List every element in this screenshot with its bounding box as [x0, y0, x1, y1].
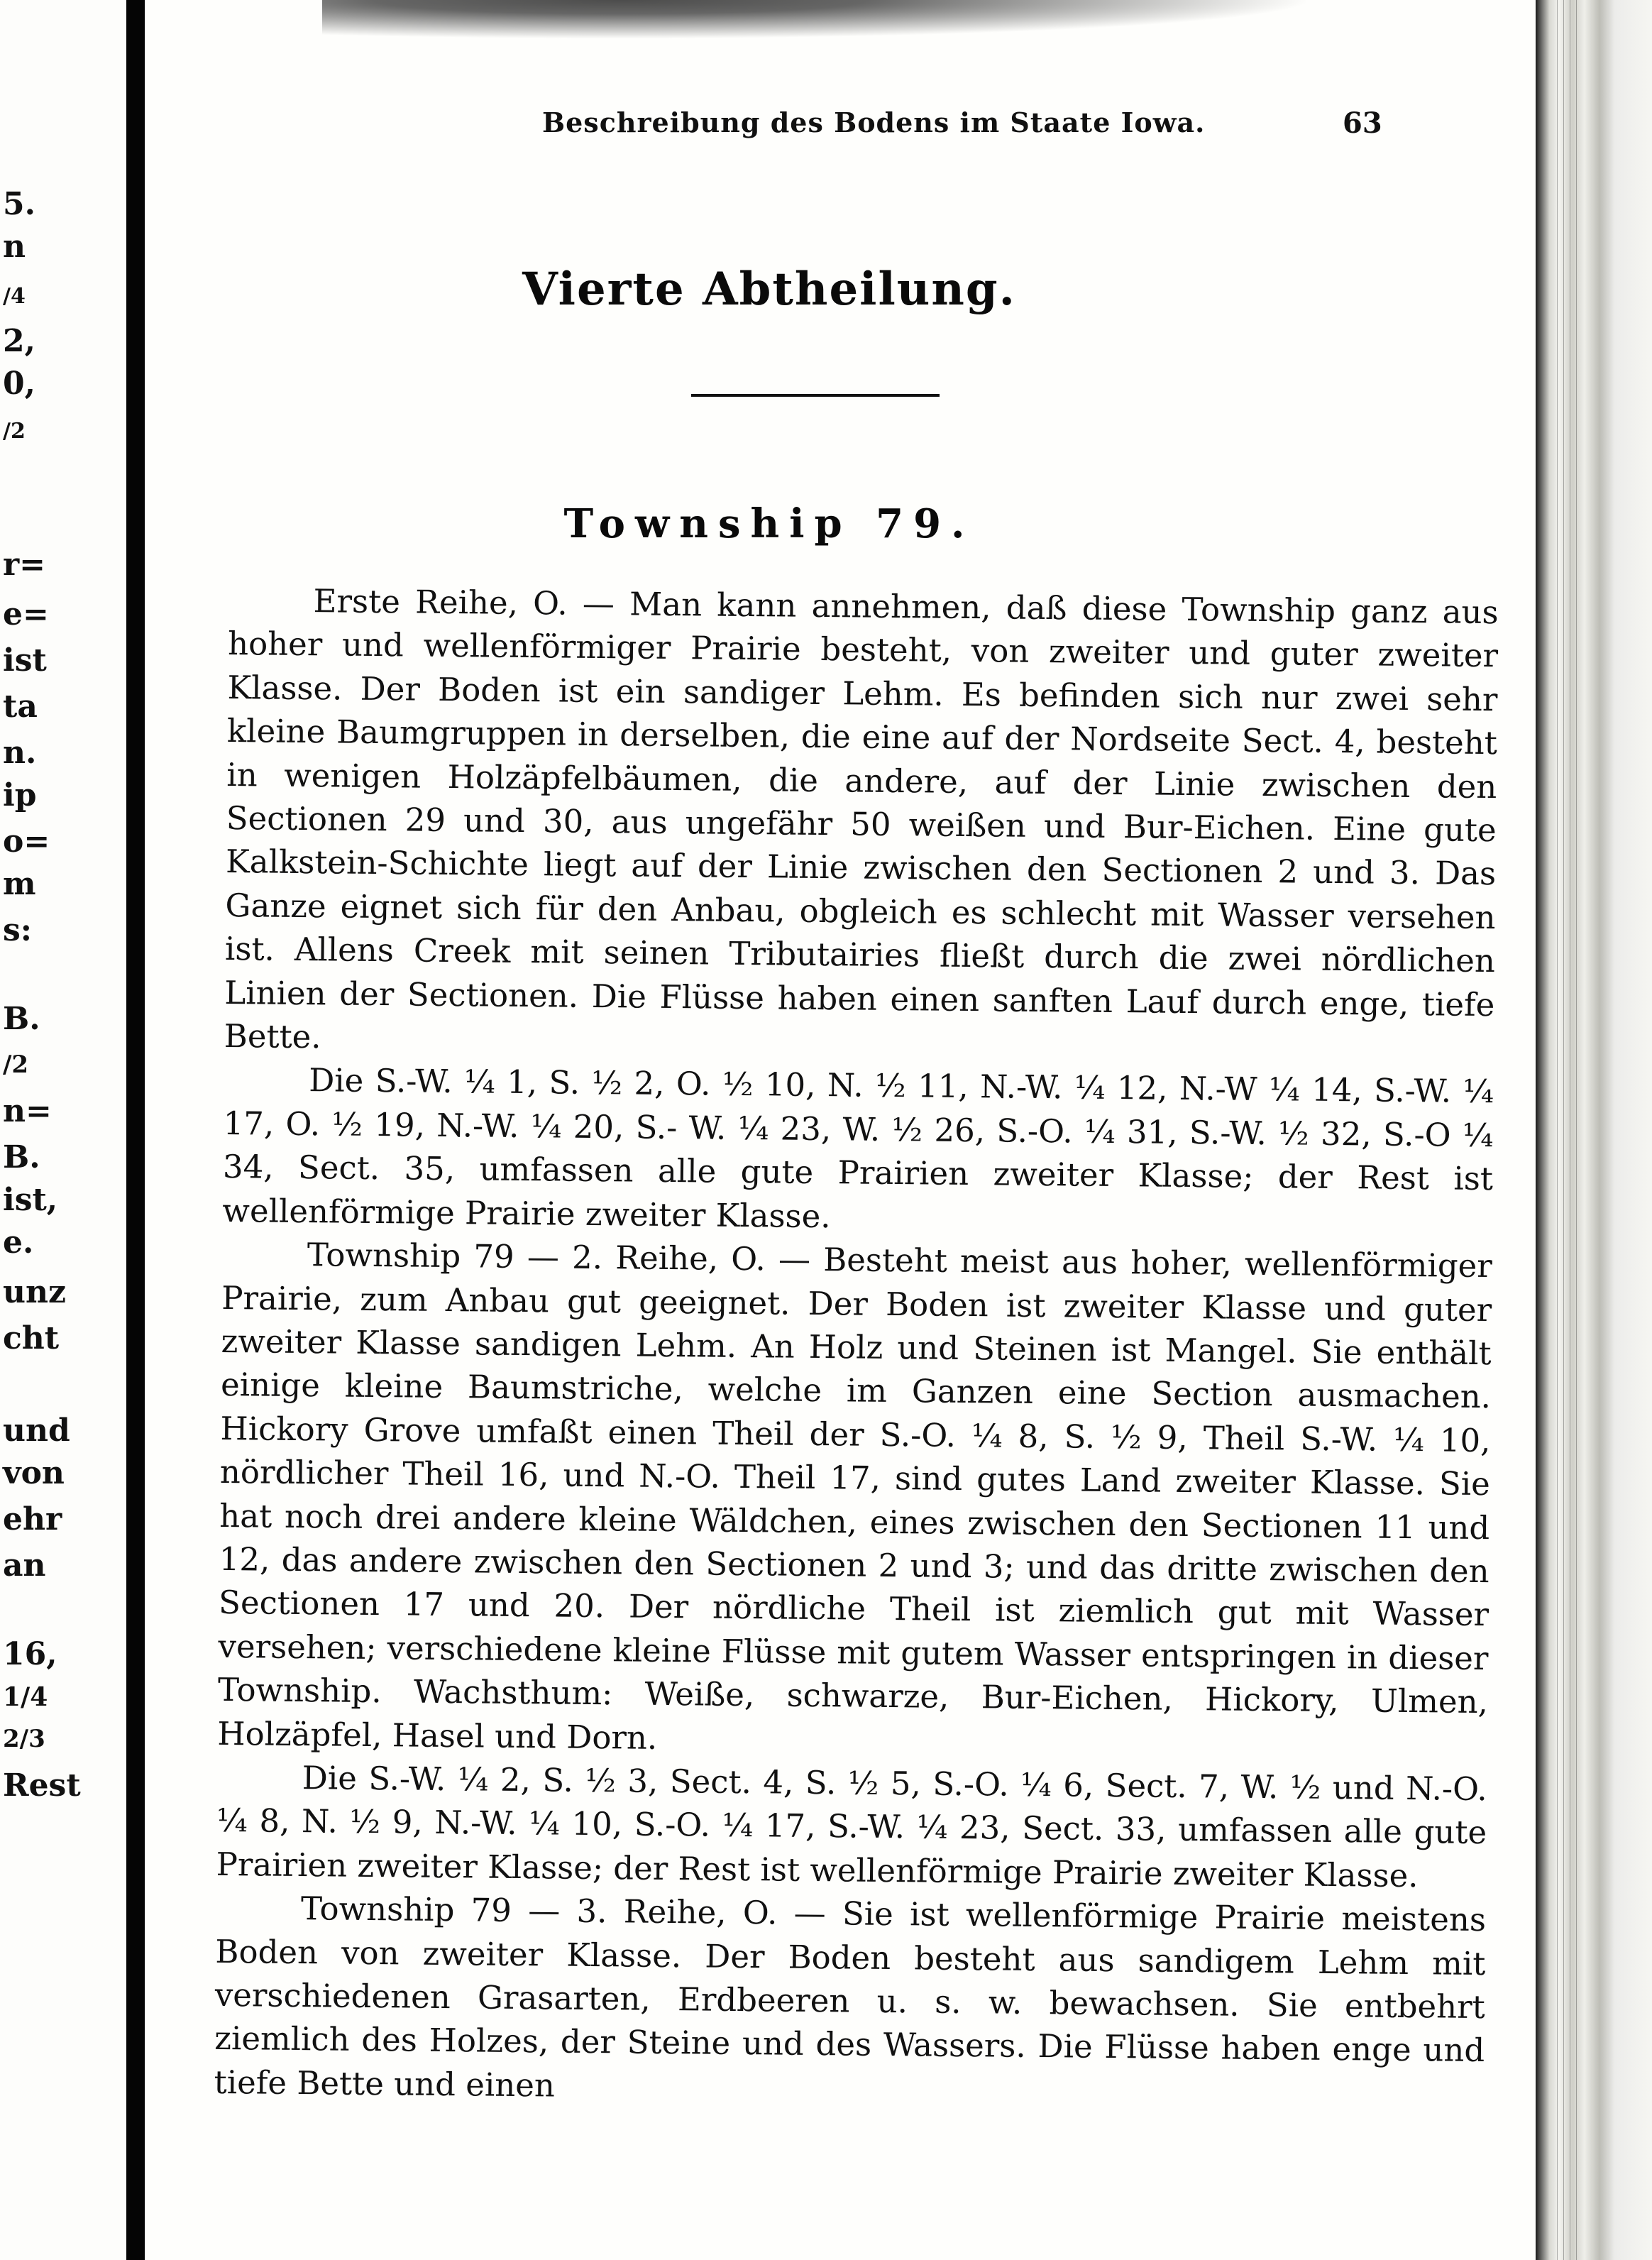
left-page-fragment: ehr: [3, 1501, 62, 1537]
left-page-fragment: ip: [3, 777, 37, 813]
left-page-fragment: n=: [3, 1093, 52, 1129]
left-page-fragment: an: [3, 1547, 46, 1584]
left-page-fragment: B.: [3, 1139, 40, 1175]
running-title: Beschreibung des Bodens im Staate Iowa.: [542, 106, 1206, 138]
paragraph: Township 79 — 3. Reihe, O. — Sie ist wellenförmige Prairie meistens Boden von zweiter Klasse. Der Boden besteht aus sandigem Lehm mit verschiedenen Grasarten, Erdbeeren u. s. w. bewachsen. Sie entbehrt ziemlich des Holzes, der Steine und des Wassers. Die Flüsse haben enge und tiefe Bette und einen: [214, 1889, 1487, 2105]
left-page-fragment: e=: [3, 596, 49, 632]
left-page-fragment: /4: [3, 284, 26, 309]
left-page-fragment: und: [3, 1412, 70, 1449]
left-page-fragment: /2: [3, 1051, 29, 1079]
left-page-fragment: m: [3, 866, 36, 902]
left-page-fragment: s:: [3, 912, 33, 948]
book-page: [145, 0, 1536, 2260]
left-page-fragment: ta: [3, 689, 38, 725]
page-number: 63: [1343, 106, 1382, 140]
left-page-fragment: unz: [3, 1274, 66, 1310]
left-page-fragment: ist,: [3, 1182, 58, 1218]
left-page-fragment: B.: [3, 1001, 40, 1037]
left-page-fragment: 2/3: [3, 1725, 45, 1753]
divider-rule: [691, 394, 940, 397]
township-heading: Township 79.: [563, 500, 975, 547]
left-page-fragment: 5.: [3, 186, 35, 222]
section-heading: Vierte Abtheilung.: [522, 263, 1016, 316]
left-page-fragment: 1/4: [3, 1682, 48, 1712]
left-page-fragment: n: [3, 229, 26, 265]
left-page-fragment: ist: [3, 642, 47, 679]
left-page-fragment: e.: [3, 1224, 34, 1261]
left-page-fragment: Rest: [3, 1767, 81, 1804]
page-stack-edge: [1536, 0, 1652, 2260]
paragraph: Township 79 — 2. Reihe, O. — Besteht meist aus hoher, wellenförmiger Prairie, zum Anbau gut geeignet. Der Boden ist zweiter Klasse und guter zweiter Klasse sandigen Lehm. An Holz und Steinen ist Mangel. Sie enthält einige kleine Baumstriche, welche im Ganzen eine Section ausmachen. Hickory Grove umfaßt einen Theil der S.-O. ¼ 8, S. ½ 9, Theil S.-W. ¼ 10, nördlicher Theil 16, und N.-O. Theil 17, sind gutes Land zweiter Klasse. Sie hat noch drei andere kleine Wäldchen, eines zwischen den Sectionen 11 und 12, das andere zwischen den Sectionen 2 und 3; und das dritte zwischen den Sectionen 17 und 20. Der nördliche Theil ist ziemlich gut mit Wasser versehen; verschiedene kleine Flüsse mit gutem Wasser entspringen in dieser Township. Wachsthum: Weiße, schwarze, Bur-Eichen, Hickory, Ulmen, Holzäpfel, Hasel und Dorn.: [217, 1236, 1493, 1757]
left-page-fragment: 16,: [3, 1636, 57, 1672]
left-page-fragment: /2: [3, 419, 26, 444]
paragraph: Die S.-W. ¼ 2, S. ½ 3, Sect. 4, S. ½ 5, S.-O. ¼ 6, Sect. 7, W. ½ und N.-O. ¼ 8, N. ½ 9, N.-W. ¼ 10, S.-O. ¼ 17, S.-W. ¼ 23, Sect. 33, umfassen alle gute Prairien zweiter Klasse; der Rest ist wellenförmige Prairie zweiter Klasse.: [216, 1759, 1487, 1894]
left-page-fragment: o=: [3, 823, 50, 860]
paragraph: Erste Reihe, O. — Man kann annehmen, daß diese Township ganz aus hoher und wellenförmiger Prairie besteht, von zweiter und guter zweiter Klasse. Der Boden ist ein sandiger Lehm. Es befinden sich nur zwei sehr kleine Baumgruppen in derselben, die eine auf der Nordseite Sect. 4, besteht in wenigen Holzäpfelbäumen, die andere, auf der Linie zwischen den Sectionen 29 und 30, aus ungefähr 50 weißen und Bur-Eichen. Eine gute Kalkstein-Schichte liegt auf der Linie zwischen den Sectionen 2 und 3. Das Ganze eignet sich für den Anbau, obgleich es schlecht mit Wasser versehen ist. Allens Creek mit seinen Tributairies fließt durch die zwei nördlichen Linien der Sectionen. Die Flüsse haben einen sanften Lauf durch enge, tiefe Bette.: [224, 582, 1499, 1056]
left-page-fragment: r=: [3, 547, 46, 583]
left-page-fragment: 0,: [3, 366, 35, 402]
left-page-fragment: 2,: [3, 323, 35, 359]
book-gutter: [126, 0, 145, 2260]
running-head: [145, 106, 1536, 149]
paragraph: Die S.-W. ¼ 1, S. ½ 2, O. ½ 10, N. ½ 11, N.-W. ¼ 12, N.-W ¼ 14, S.-W. ¼ 17, O. ½ 19, N.-W. ¼ 20, S.- W. ¼ 23, W. ½ 26, S.-O. ¼ 31, S.-W. ½ 32, S.-O ¼ 34, Sect. 35, umfassen alle gute Prairien zweiter Klasse; der Rest ist wellenförmige Prairie zweiter Klasse.: [222, 1061, 1494, 1235]
ink-blot: [322, 0, 1316, 39]
left-page-fragment: n.: [3, 735, 37, 771]
body-text: [214, 578, 1499, 2116]
left-page-fragment: von: [3, 1455, 65, 1491]
left-page-margin: [0, 0, 126, 2260]
page-stack-lines: [1554, 0, 1582, 2260]
left-page-fragment: cht: [3, 1320, 60, 1356]
